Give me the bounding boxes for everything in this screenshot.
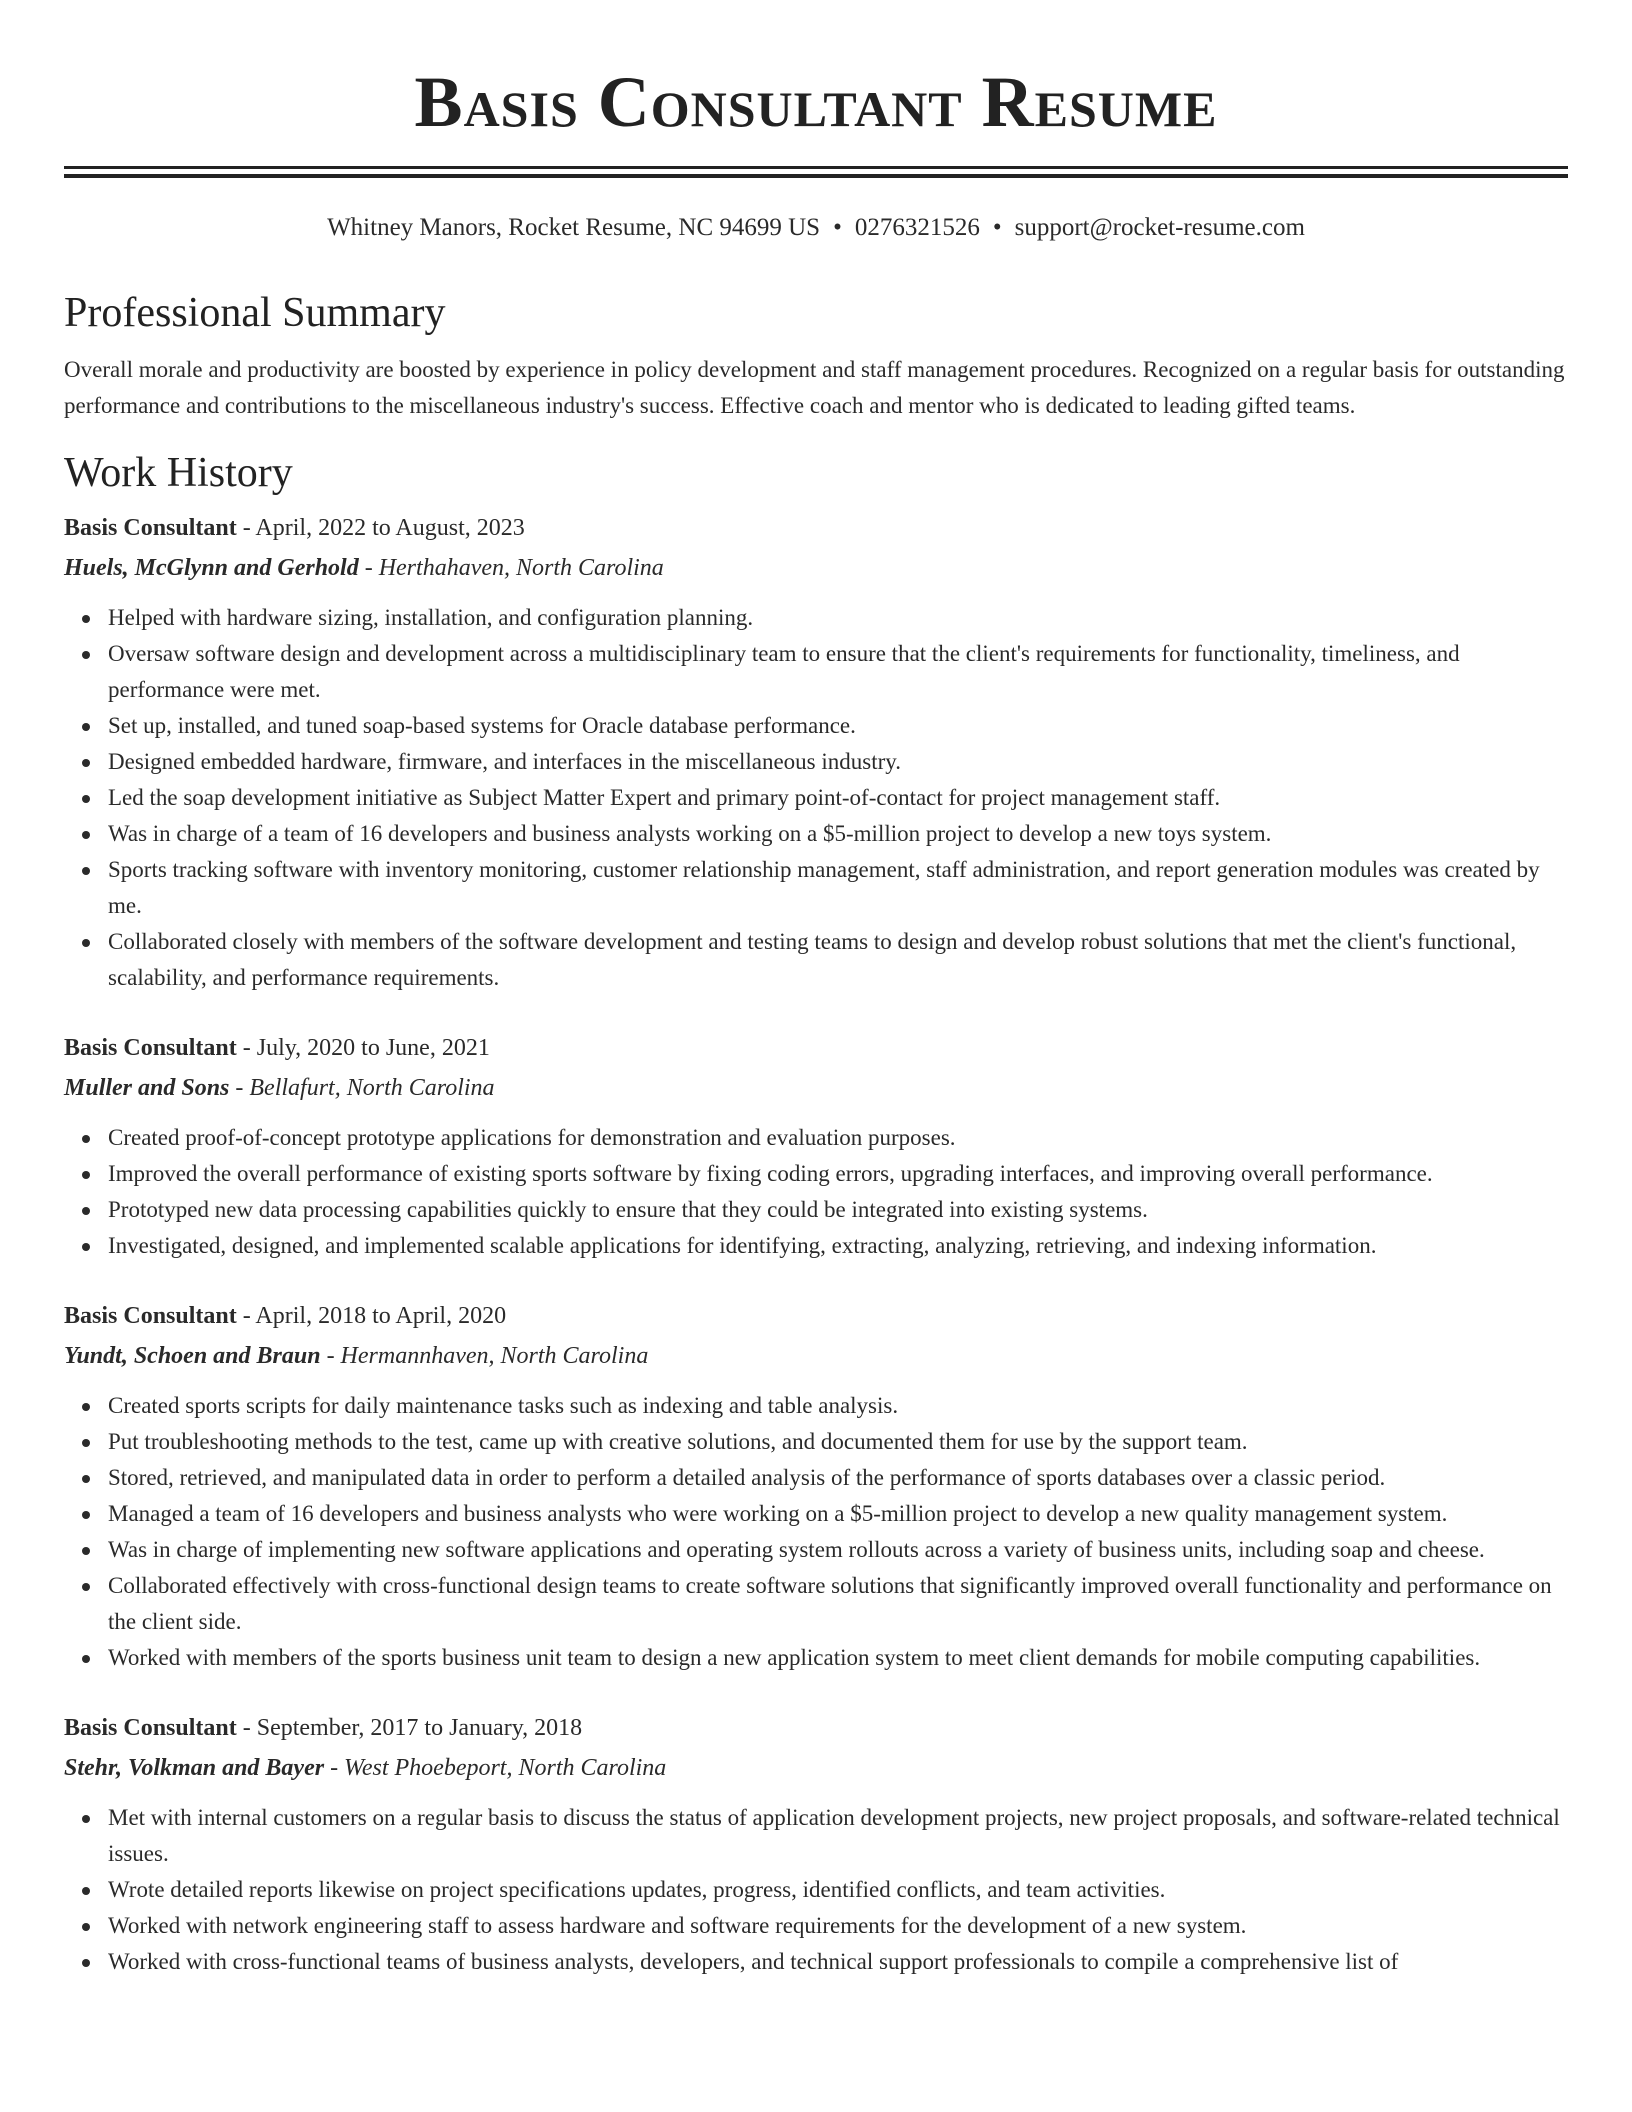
job-dates: - April, 2018 to April, 2020 xyxy=(236,1303,507,1329)
job-company: Muller and Sons xyxy=(64,1075,230,1101)
job-entry xyxy=(64,508,1568,996)
work-history-list xyxy=(64,508,1568,1980)
job-company-line xyxy=(64,1748,1568,1788)
job-entry xyxy=(64,1028,1568,1264)
duty-item: Improved the overall performance of existing sports software by fixing coding errors, upgrading interfaces, and improving overall performance. xyxy=(108,1156,1568,1192)
job-company: Stehr, Volkman and Bayer xyxy=(64,1755,325,1781)
job-title: Basis Consultant xyxy=(64,1035,237,1061)
duty-item: Led the soap development initiative as Subject Matter Expert and primary point-of-contact for project management staff. xyxy=(108,780,1568,816)
job-entry xyxy=(64,1708,1568,1980)
duty-item: Wrote detailed reports likewise on project specifications updates, progress, identified conflicts, and team activities. xyxy=(108,1872,1568,1908)
job-location: - Hermannhaven, North Carolina xyxy=(320,1343,649,1369)
job-title-line xyxy=(64,1296,1568,1336)
duty-item: Oversaw software design and development across a multidisciplinary team to ensure that the client's requirements for functionality, timeliness, and performance were met. xyxy=(108,636,1568,708)
job-entry xyxy=(64,1296,1568,1676)
job-company-line xyxy=(64,1068,1568,1108)
job-title: Basis Consultant xyxy=(64,515,237,541)
duty-item: Designed embedded hardware, firmware, and interfaces in the miscellaneous industry. xyxy=(108,744,1568,780)
job-duties xyxy=(64,1120,1568,1264)
summary-heading: Professional Summary xyxy=(64,290,446,336)
job-title-line xyxy=(64,1708,1568,1748)
duty-item: Created sports scripts for daily maintenance tasks such as indexing and table analysis. xyxy=(108,1388,1568,1424)
job-title: Basis Consultant xyxy=(64,1715,237,1741)
job-title-line xyxy=(64,1028,1568,1068)
duty-item: Prototyped new data processing capabilities quickly to ensure that they could be integrated into existing systems. xyxy=(108,1192,1568,1228)
duty-item: Set up, installed, and tuned soap-based systems for Oracle database performance. xyxy=(108,708,1568,744)
resume-title: Basis Consultant Resume xyxy=(414,62,1218,142)
contact-phone: 0276321526 xyxy=(854,214,980,241)
job-company: Yundt, Schoen and Braun xyxy=(64,1343,321,1369)
duty-item: Collaborated closely with members of the software development and testing teams to design and develop robust solutions that met the client's functional, scalability, and performance requirements. xyxy=(108,924,1568,996)
title-rule-bottom xyxy=(64,174,1568,178)
duty-item: Managed a team of 16 developers and business analysts who were working on a $5-million project to develop a new quality management system. xyxy=(108,1496,1568,1532)
duty-item: Was in charge of implementing new software applications and operating system rollouts across a variety of business units, including soap and cheese. xyxy=(108,1532,1568,1568)
duty-item: Was in charge of a team of 16 developers and business analysts working on a $5-million project to develop a new toys system. xyxy=(108,816,1568,852)
duty-item: Worked with cross-functional teams of business analysts, developers, and technical support professionals to compile a comprehensive list of xyxy=(108,1944,1568,1980)
duty-item: Worked with members of the sports business unit team to design a new application system to meet client demands for mobile computing capabilities. xyxy=(108,1640,1568,1676)
duty-item: Met with internal customers on a regular basis to discuss the status of application development projects, new project proposals, and software-related technical issues. xyxy=(108,1800,1568,1872)
contact-line xyxy=(64,212,1568,244)
duty-item: Collaborated effectively with cross-functional design teams to create software solutions that significantly improved overall functionality and performance on the client side. xyxy=(108,1568,1568,1640)
duty-item: Sports tracking software with inventory monitoring, customer relationship management, staff administration, and report generation modules was created by me. xyxy=(108,852,1568,924)
duty-item: Put troubleshooting methods to the test, came up with creative solutions, and documented them for use by the support team. xyxy=(108,1424,1568,1460)
job-company: Huels, McGlynn and Gerhold xyxy=(64,555,359,581)
duty-item: Stored, retrieved, and manipulated data in order to perform a detailed analysis of the performance of sports databases over a classic period. xyxy=(108,1460,1568,1496)
contact-email: support@rocket-resume.com xyxy=(1014,214,1305,241)
title-rule-top xyxy=(64,166,1568,169)
job-dates: - April, 2022 to August, 2023 xyxy=(236,515,525,541)
job-title-line xyxy=(64,508,1568,548)
job-dates: - September, 2017 to January, 2018 xyxy=(236,1715,583,1741)
resume-page xyxy=(64,0,1568,1980)
job-location: - Herthahaven, North Carolina xyxy=(358,555,664,581)
job-duties xyxy=(64,1388,1568,1676)
job-dates: - July, 2020 to June, 2021 xyxy=(236,1035,490,1061)
duty-item: Worked with network engineering staff to assess hardware and software requirements for the development of a new system. xyxy=(108,1908,1568,1944)
work-history-heading: Work History xyxy=(64,450,293,496)
job-duties xyxy=(64,1800,1568,1980)
summary-text: Overall morale and productivity are boosted by experience in policy development and staff management procedures. Recognized on a regular basis for outstanding performance and contributions to the miscellaneous industry's success. Effective coach and mentor who is dedicated to leading gifted teams. xyxy=(64,357,1565,418)
job-company-line xyxy=(64,548,1568,588)
contact-separator: • xyxy=(833,214,842,241)
job-location: - West Phoebeport, North Carolina xyxy=(324,1755,667,1781)
job-location: - Bellafurt, North Carolina xyxy=(229,1075,495,1101)
duty-item: Helped with hardware sizing, installation, and configuration planning. xyxy=(108,600,1568,636)
contact-address: Whitney Manors, Rocket Resume, NC 94699 US xyxy=(327,214,821,241)
duty-item: Created proof-of-concept prototype applications for demonstration and evaluation purposes. xyxy=(108,1120,1568,1156)
job-title: Basis Consultant xyxy=(64,1303,237,1329)
contact-separator: • xyxy=(992,214,1002,241)
duty-item: Investigated, designed, and implemented scalable applications for identifying, extracting, analyzing, retrieving, and indexing information. xyxy=(108,1228,1568,1264)
job-company-line xyxy=(64,1336,1568,1376)
job-duties xyxy=(64,600,1568,996)
